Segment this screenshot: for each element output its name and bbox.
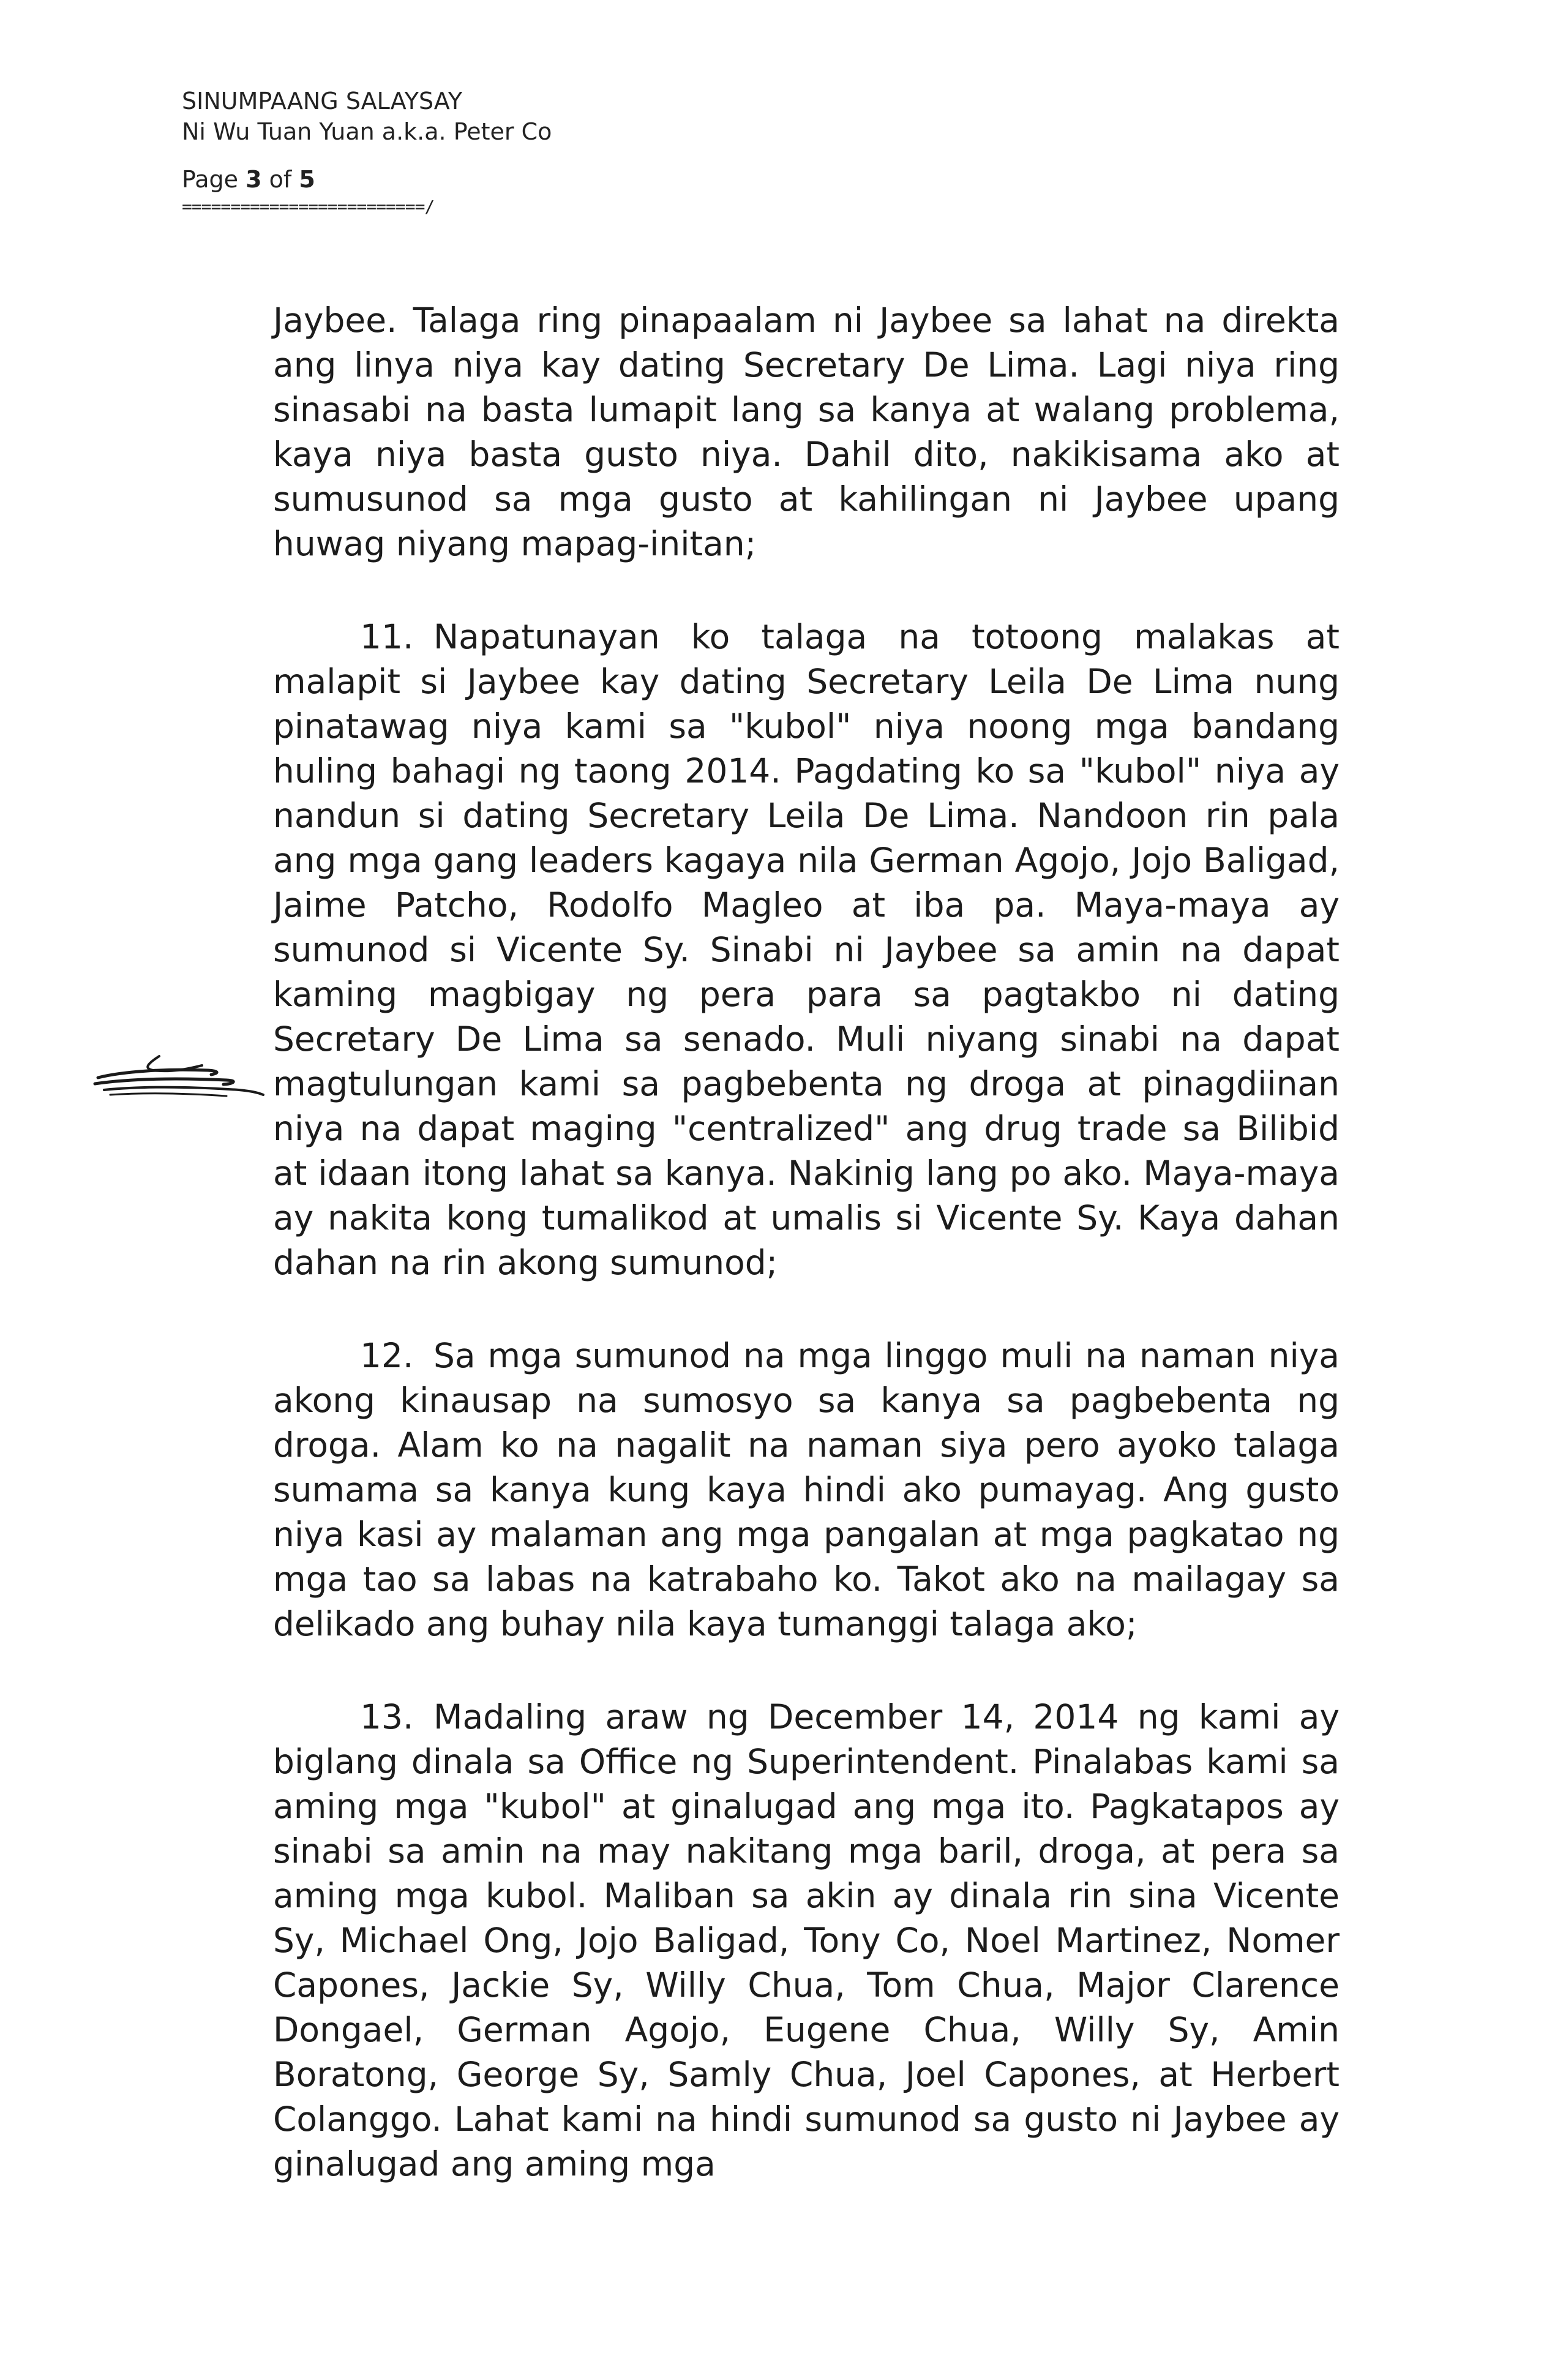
paragraph-11 [273,615,1340,1285]
paragraph-text: Madaling araw ng December 14, 2014 ng kami ay biglang dinala sa Office ng Superintendent. Pinalabas kami sa aming mga "kubol" at ginalugad ang mga ito. Pagkatapos ay sinabi sa amin na may nakitang mga baril, droga, at pera sa aming mga kubol. Maliban sa akin ay dinala rin sina Vicente Sy, Michael Ong, Jojo Baligad, Tony Co, Noel Martinez, Nomer Capones, Jackie Sy, Willy Chua, Tom Chua, Major Clarence Dongael, German Agojo, Eugene Chua, Willy Sy, Amin Boratong, George Sy, Samly Chua, Joel Capones, at Herbert Colanggo. Lahat kami na hindi sumunod sa gusto ni Jaybee ay ginalugad ang aming mga [273,1697,1340,2183]
paragraph-number: 12. [360,1336,414,1375]
paragraph-text: Sa mga sumunod na mga linggo muli na naman niya akong kinausap na sumosyo sa kanya sa pagbebenta ng droga. Alam ko na nagalit na naman siya pero ayoko talaga sumama sa kanya kung kaya hindi ako pumayag. Ang gusto niya kasi ay malaman ang mga pangalan at mga pagkatao ng mga tao sa labas na katrabaho ko. Takot ako na mailagay sa delikado ang buhay nila kaya tumanggi talaga ako; [273,1336,1340,1643]
paragraph-13 [273,1695,1340,2187]
paragraph-continued [273,298,1340,566]
document-title: SINUMPAANG SALAYSAY [182,88,463,114]
document-body [273,298,1340,2235]
document-header [182,86,672,219]
signature-mark [86,1041,269,1114]
page-of: of [261,166,299,193]
header-rule: =========================/ [182,197,435,217]
page-prefix: Page [182,166,246,193]
paragraph-text: Jaybee. Talaga ring pinapaalam ni Jaybee sa lahat na direkta ang linya niya kay dating Secretary De Lima. Lagi niya ring sinasabi na basta lumapit lang sa kanya at walang problema, kaya niya basta gusto niya. Dahil dito, nakikisama ako at sumusunod sa mga gusto at kahilingan ni Jaybee upang huwag niyang mapag-initan; [273,301,1340,563]
paragraph-number: 11. [360,617,414,656]
paragraph-text: Napatunayan ko talaga na totoong malakas at malapit si Jaybee kay dating Secretary Leila De Lima nung pinatawag niya kami sa "kubol" niya noong mga bandang huling bahagi ng taong 2014. Pagdating ko sa "kubol" niya ay nandun si dating Secretary Leila De Lima. Nandoon rin pala ang mga gang leaders kagaya nila German Agojo, Jojo Baligad, Jaime Patcho, Rodolfo Magleo at iba pa. Maya-maya ay sumunod si Vicente Sy. Sinabi ni Jaybee sa amin na dapat kaming magbigay ng pera para sa pagtakbo ni dating Secretary De Lima sa senado. Muli niyang sinabi na dapat magtulungan kami sa pagbebenta ng droga at pinagdiinan niya na dapat maging "centralized" ang drug trade sa Bilibid at idaan itong lahat sa kanya. Nakinig lang po ako. Maya-maya ay nakita kong tumalikod at umalis si Vicente Sy. Kaya dahan dahan na rin akong sumunod; [273,617,1340,1282]
paragraph-12 [273,1334,1340,1646]
affiant-name: Ni Wu Tuan Yuan a.k.a. Peter Co [182,118,552,145]
page-indicator [182,164,672,195]
paragraph-number: 13. [360,1697,414,1736]
page-current: 3 [246,166,262,193]
page-total: 5 [299,166,315,193]
